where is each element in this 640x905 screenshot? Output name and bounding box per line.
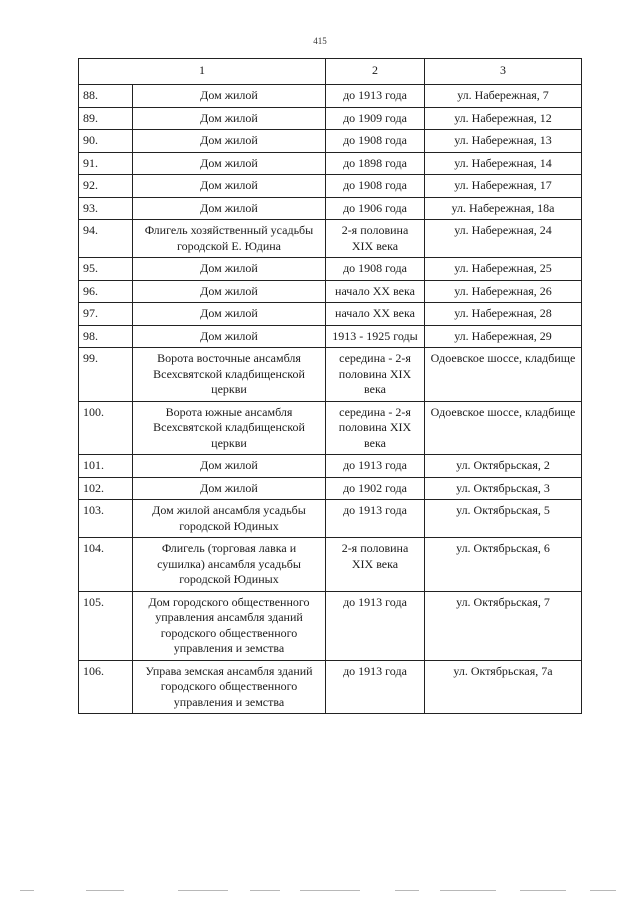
table-body [79,85,582,714]
address-cell: ул. Октябрьская, 2 [425,455,582,478]
dating-cell: 2-я половина XIX века [326,538,425,592]
row-number-cell: 98. [79,325,133,348]
dating-cell: до 1913 года [326,85,425,108]
dating-cell: середина - 2-я половина XIX века [326,401,425,455]
row-number-cell: 106. [79,660,133,714]
table-row [79,591,582,660]
row-number-cell: 95. [79,258,133,281]
dating-cell: середина - 2-я половина XIX века [326,348,425,402]
row-number-cell: 88. [79,85,133,108]
scan-artifact-line [520,890,566,891]
object-name-cell: Дом жилой [133,197,326,220]
address-cell: ул. Октябрьская, 7 [425,591,582,660]
object-name-cell: Дом жилой [133,280,326,303]
address-cell: Одоевское шоссе, кладбище [425,401,582,455]
table-row [79,130,582,153]
table-row [79,258,582,281]
object-name-cell: Дом жилой [133,325,326,348]
object-name-cell: Ворота восточные ансамбля Всехсвятской кладбищенской церкви [133,348,326,402]
row-number-cell: 89. [79,107,133,130]
object-name-cell: Управа земская ансамбля зданий городского общественного управления и земства [133,660,326,714]
column-header-1: 1 [79,59,326,85]
dating-cell: до 1906 года [326,197,425,220]
table-row [79,660,582,714]
scan-artifact-line [590,890,616,891]
row-number-cell: 102. [79,477,133,500]
scan-artifact-line [395,890,419,891]
object-name-cell: Дом жилой [133,303,326,326]
table-row [79,107,582,130]
table-row [79,152,582,175]
column-header-2: 2 [326,59,425,85]
dating-cell: до 1909 года [326,107,425,130]
dating-cell: до 1913 года [326,660,425,714]
scan-artifact-line [250,890,280,891]
row-number-cell: 90. [79,130,133,153]
address-cell: ул. Набережная, 25 [425,258,582,281]
row-number-cell: 105. [79,591,133,660]
scan-artifact-line [440,890,496,891]
address-cell: ул. Набережная, 26 [425,280,582,303]
dating-cell: начало XX века [326,280,425,303]
address-cell: ул. Октябрьская, 3 [425,477,582,500]
dating-cell: до 1913 года [326,455,425,478]
dating-cell: до 1902 года [326,477,425,500]
column-header-3: 3 [425,59,582,85]
address-cell: ул. Набережная, 28 [425,303,582,326]
scan-artifact-line [300,890,360,891]
object-name-cell: Флигель хозяйственный усадьбы городской Е. Юдина [133,220,326,258]
table-row [79,175,582,198]
table-header-row [79,59,582,85]
table-row [79,325,582,348]
dating-cell: до 1908 года [326,175,425,198]
scan-artifact-line [178,890,228,891]
address-cell: ул. Набережная, 24 [425,220,582,258]
object-name-cell: Дом жилой [133,152,326,175]
address-cell: ул. Набережная, 29 [425,325,582,348]
table-row [79,85,582,108]
object-name-cell: Дом жилой [133,85,326,108]
address-cell: ул. Октябрьская, 5 [425,500,582,538]
address-cell: ул. Октябрьская, 6 [425,538,582,592]
address-cell: ул. Набережная, 13 [425,130,582,153]
table-row [79,348,582,402]
row-number-cell: 104. [79,538,133,592]
address-cell: Одоевское шоссе, кладбище [425,348,582,402]
row-number-cell: 100. [79,401,133,455]
dating-cell: до 1913 года [326,500,425,538]
table-row [79,280,582,303]
row-number-cell: 99. [79,348,133,402]
scan-artifact-line [20,890,34,891]
table-row [79,477,582,500]
row-number-cell: 94. [79,220,133,258]
dating-cell: до 1908 года [326,130,425,153]
object-name-cell: Дом жилой [133,258,326,281]
dating-cell: до 1908 года [326,258,425,281]
object-name-cell: Дом городского общественного управления ансамбля зданий городского общественного управления и земства [133,591,326,660]
page-number: 415 [313,36,327,46]
address-cell: ул. Октябрьская, 7а [425,660,582,714]
row-number-cell: 103. [79,500,133,538]
object-name-cell: Ворота южные ансамбля Всехсвятской кладбищенской церкви [133,401,326,455]
table-row [79,500,582,538]
object-name-cell: Дом жилой [133,175,326,198]
row-number-cell: 91. [79,152,133,175]
table-row [79,197,582,220]
table-row [79,303,582,326]
table-row [79,220,582,258]
row-number-cell: 101. [79,455,133,478]
address-cell: ул. Набережная, 7 [425,85,582,108]
address-cell: ул. Набережная, 17 [425,175,582,198]
row-number-cell: 97. [79,303,133,326]
dating-cell: начало XX века [326,303,425,326]
scan-artifact-line [86,890,124,891]
table-row [79,538,582,592]
dating-cell: до 1898 года [326,152,425,175]
object-name-cell: Дом жилой [133,455,326,478]
dating-cell: 2-я половина XIX века [326,220,425,258]
object-name-cell: Дом жилой ансамбля усадьбы городской Юдиных [133,500,326,538]
object-name-cell: Флигель (торговая лавка и сушилка) ансамбля усадьбы городской Юдиных [133,538,326,592]
object-name-cell: Дом жилой [133,130,326,153]
address-cell: ул. Набережная, 12 [425,107,582,130]
address-cell: ул. Набережная, 18а [425,197,582,220]
address-cell: ул. Набережная, 14 [425,152,582,175]
row-number-cell: 93. [79,197,133,220]
row-number-cell: 96. [79,280,133,303]
heritage-registry-table [78,58,582,714]
table-row [79,401,582,455]
dating-cell: 1913 - 1925 годы [326,325,425,348]
dating-cell: до 1913 года [326,591,425,660]
object-name-cell: Дом жилой [133,477,326,500]
row-number-cell: 92. [79,175,133,198]
table-row [79,455,582,478]
object-name-cell: Дом жилой [133,107,326,130]
